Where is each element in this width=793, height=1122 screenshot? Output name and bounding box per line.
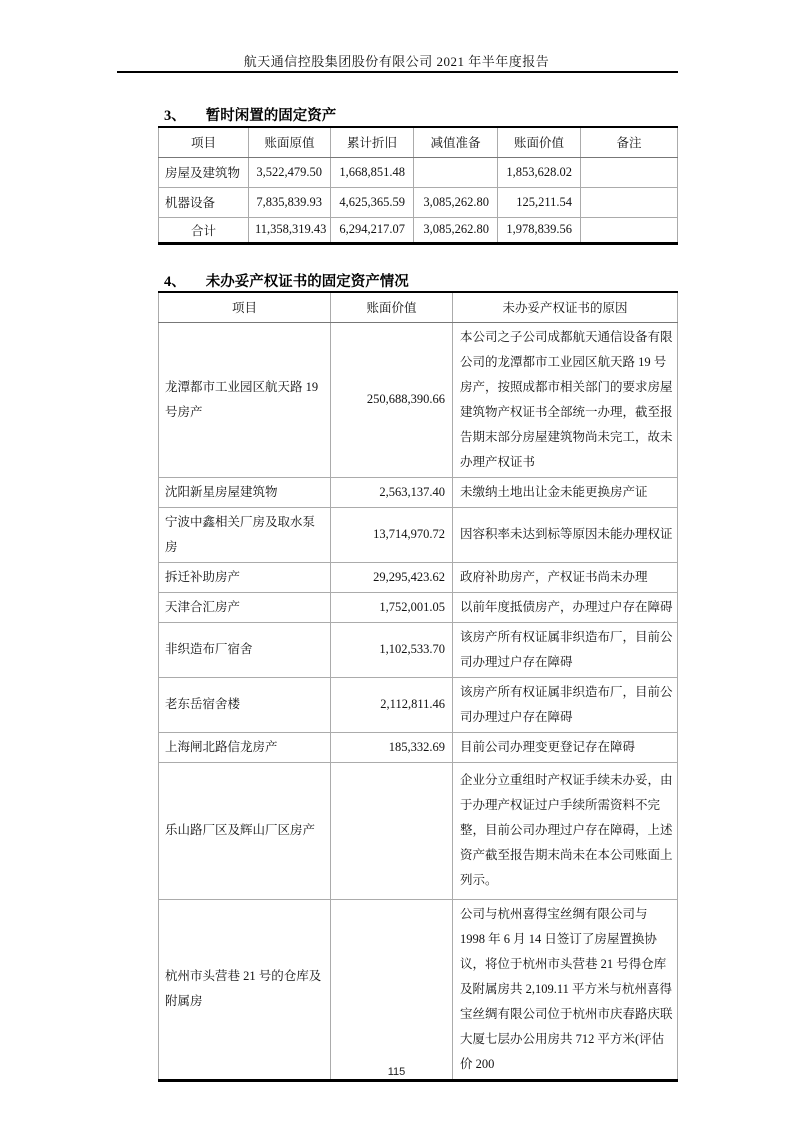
table-row [159, 677, 678, 732]
depreciation-cell: 6,294,217.07 [331, 217, 414, 243]
header-cell-original-value: 账面原值 [249, 127, 331, 157]
doc-header-title: 航天通信控股集团股份有限公司 2021 年半年度报告 [243, 54, 550, 69]
table-row [159, 322, 678, 477]
table-row [159, 157, 678, 187]
item-cell: 老东岳宿舍楼 [159, 677, 331, 732]
reason-cell: 目前公司办理变更登记存在障碍 [453, 732, 678, 762]
value-cell: 29,295,423.62 [331, 562, 453, 592]
value-cell: 185,332.69 [331, 732, 453, 762]
table-row [159, 899, 678, 1080]
impairment-cell [414, 157, 498, 187]
item-cell: 宁波中鑫相关厂房及取水泵房 [159, 507, 331, 562]
header-cell-item: 项目 [159, 292, 331, 322]
item-cell: 拆迁补助房产 [159, 562, 331, 592]
item-cell: 房屋及建筑物 [159, 157, 249, 187]
remark-cell [581, 157, 678, 187]
value-cell: 1,752,001.05 [331, 592, 453, 622]
table-row [159, 187, 678, 217]
impairment-cell: 3,085,262.80 [414, 187, 498, 217]
book-value-cell: 1,853,628.02 [498, 157, 581, 187]
section3-number: 3、 [164, 108, 186, 124]
table-row [159, 622, 678, 677]
value-cell [331, 899, 453, 1080]
original-value-cell: 11,358,319.43 [249, 217, 331, 243]
section4-title: 未办妥产权证书的固定资产情况 [205, 274, 409, 290]
value-cell: 250,688,390.66 [331, 322, 453, 477]
total-label-cell: 合计 [159, 217, 249, 243]
header-cell-item: 项目 [159, 127, 249, 157]
header-cell-book-value: 账面价值 [331, 292, 453, 322]
item-cell: 龙潭都市工业园区航天路 19 号房产 [159, 322, 331, 477]
table-row [159, 762, 678, 899]
reason-cell: 本公司之子公司成都航天通信设备有限公司的龙潭都市工业园区航天路 19 号房产，按照成都市相关部门的要求房屋建筑物产权证书全部统一办理，截至报告期末部分房屋建筑物尚未完工，故未办理产权证书 [453, 322, 678, 477]
book-value-cell: 1,978,839.56 [498, 217, 581, 243]
reason-cell: 政府补助房产，产权证书尚未办理 [453, 562, 678, 592]
item-cell: 沈阳新星房屋建筑物 [159, 477, 331, 507]
reason-cell: 因容积率未达到标等原因未能办理权证 [453, 507, 678, 562]
header-cell-remark: 备注 [581, 127, 678, 157]
reason-cell: 该房产所有权证属非织造布厂，目前公司办理过户存在障碍 [453, 677, 678, 732]
book-value-cell: 125,211.54 [498, 187, 581, 217]
remark-cell [581, 187, 678, 217]
section3-title: 暂时闲置的固定资产 [205, 108, 337, 124]
impairment-cell: 3,085,262.80 [414, 217, 498, 243]
item-cell: 非织造布厂宿舍 [159, 622, 331, 677]
page-number: 115 [387, 1066, 406, 1078]
item-cell: 杭州市头营巷 21 号的仓库及附属房 [159, 899, 331, 1080]
section3-heading [164, 104, 336, 125]
table-row [159, 562, 678, 592]
reason-cell: 以前年度抵债房产，办理过户存在障碍 [453, 592, 678, 622]
reason-cell: 未缴纳土地出让金未能更换房产证 [453, 477, 678, 507]
depreciation-cell: 4,625,365.59 [331, 187, 414, 217]
value-cell: 2,563,137.40 [331, 477, 453, 507]
reason-cell: 公司与杭州喜得宝丝绸有限公司与 1998 年 6 月 14 日签订了房屋置换协议，将位于杭州市头营巷 21 号得仓库及附属房共 2,109.11 平方米与杭州喜得宝丝绸有限公司位于杭州市庆春路庆联大厦七层办公用房共 712 平方米(评估价 200 [453, 899, 678, 1080]
doc-header-rule [117, 71, 678, 73]
value-cell: 13,714,970.72 [331, 507, 453, 562]
value-cell: 1,102,533.70 [331, 622, 453, 677]
item-cell: 天津合汇房产 [159, 592, 331, 622]
reason-cell: 该房产所有权证属非织造布厂，目前公司办理过户存在障碍 [453, 622, 678, 677]
section4-heading [164, 270, 409, 291]
header-cell-impairment: 减值准备 [414, 127, 498, 157]
value-cell: 2,112,811.46 [331, 677, 453, 732]
original-value-cell: 3,522,479.50 [249, 157, 331, 187]
remark-cell [581, 217, 678, 243]
table-row [159, 732, 678, 762]
reason-cell: 企业分立重组时产权证手续未办妥，由于办理产权证过户手续所需资料不完整，目前公司办理过户存在障碍，上述资产截至报告期末尚未在本公司账面上列示。 [453, 762, 678, 899]
item-cell: 上海闸北路信龙房产 [159, 732, 331, 762]
section4-number: 4、 [164, 274, 186, 290]
total-row [159, 217, 678, 243]
table-header-row [159, 127, 678, 157]
table-row [159, 592, 678, 622]
header-cell-reason: 未办妥产权证书的原因 [453, 292, 678, 322]
item-cell: 机器设备 [159, 187, 249, 217]
idle-fixed-assets-table [158, 126, 678, 245]
original-value-cell: 7,835,839.93 [249, 187, 331, 217]
header-cell-book-value: 账面价值 [498, 127, 581, 157]
no-certificate-assets-table [158, 291, 678, 1082]
depreciation-cell: 1,668,851.48 [331, 157, 414, 187]
value-cell [331, 762, 453, 899]
table-row [159, 477, 678, 507]
item-cell: 乐山路厂区及辉山厂区房产 [159, 762, 331, 899]
table-row [159, 507, 678, 562]
table-header-row [159, 292, 678, 322]
header-cell-accumulated-depreciation: 累计折旧 [331, 127, 414, 157]
